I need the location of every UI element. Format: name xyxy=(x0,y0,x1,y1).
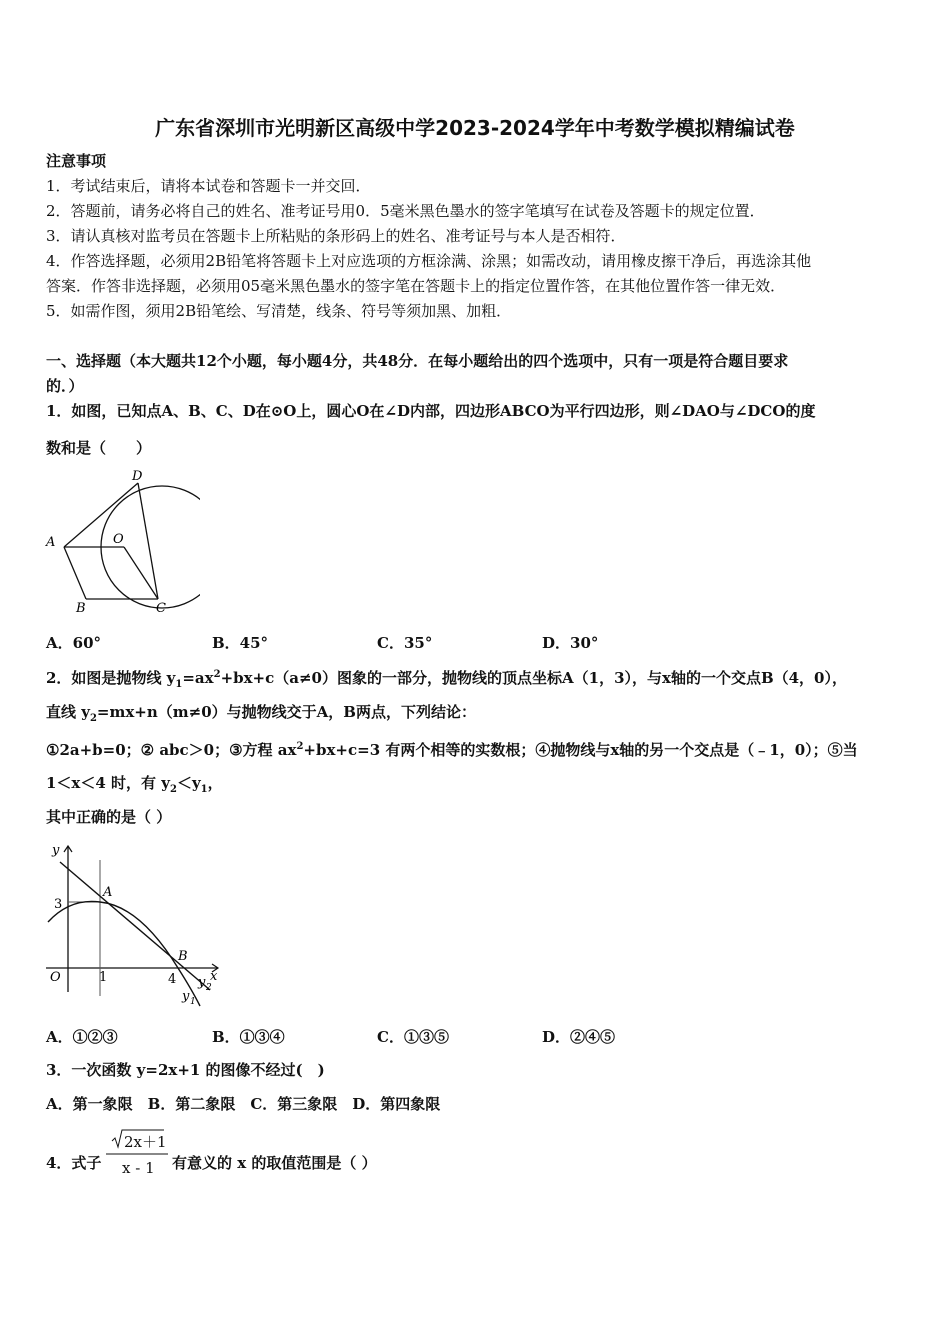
notice-item-4-cont: 答案．作答非选择题，必须用05毫米黑色墨水的签字笔在答题卡上的指定位置作答，在其他位置作答一律无效． xyxy=(46,277,786,295)
q1-circle-figure xyxy=(40,466,200,618)
label-x: x xyxy=(210,969,218,984)
label-a: A xyxy=(46,535,56,550)
q2-conclusions-cont: 1＜x＜4 时，有 $y_2<y_1$， xyxy=(46,774,223,795)
q2-option-a: A．①②③ xyxy=(46,1028,118,1046)
label-y: y xyxy=(52,843,60,858)
label-b: B xyxy=(76,601,86,616)
notice-item-3: 3．请认真核对监考员在答题卡上所粘贴的条形码上的姓名、准考证号与本人是否相符． xyxy=(46,227,626,245)
q2-question: 其中正确的是（ ） xyxy=(46,808,172,826)
q2-stem-line2: 直线 $y_2=mx+n(m\ne 0)$与抛物线交于A，B两点，下列结论： xyxy=(46,703,476,724)
line-y2 xyxy=(60,862,210,990)
fraction-numerator: 2x＋1 xyxy=(124,1133,167,1151)
label-y2-sub: 2 xyxy=(206,983,212,993)
section-heading-cont: 的．） xyxy=(46,377,84,395)
segment-dc xyxy=(138,483,158,599)
label-o: O xyxy=(113,532,124,547)
page-title: 广东省深圳市光明新区高级中学2023-2024学年中考数学模拟精编试卷 xyxy=(155,116,795,140)
notice-heading: 注意事项 xyxy=(46,152,107,170)
notice-item-5: 5．如需作图，须用2B铅笔绘、写清楚，线条、符号等须加黑、加粗． xyxy=(46,302,512,320)
q1-option-a: A．60° xyxy=(46,634,102,652)
label-4: 4 xyxy=(168,972,177,987)
label-d: D xyxy=(132,469,143,484)
section-heading: 一、选择题（本大题共12个小题，每小题4分，共48分．在每小题给出的四个选项中，只有一项是符合题目要求 xyxy=(46,352,789,370)
notice-item-4: 4．作答选择题，必须用2B铅笔将答题卡上对应选项的方框涂满、涂黑；如需改动，请用橡皮擦干净后，再选涂其他 xyxy=(46,252,812,270)
q2-option-b: B．①③④ xyxy=(212,1028,285,1046)
label-3: 3 xyxy=(54,897,63,912)
q1-option-b: B．45° xyxy=(212,634,269,652)
label-y1-sub: 1 xyxy=(190,997,196,1007)
q3-options: A．第一象限 B．第二象限 C．第三象限 D．第四象限 xyxy=(46,1095,441,1113)
q2-conclusions: ①2a+b=0；② abc＞0；③方程 $ax^2+bx+c=3$ 有两个相等的实数根；④抛物线与x轴的另一个交点是（﹣1，0）；⑤当 xyxy=(46,741,858,759)
q4-prefix: 4．式子 xyxy=(46,1154,102,1172)
q1-stem: 1．如图，已知点A、B、C、D在⊙O上，圆心O在∠D内部，四边形ABCO为平行四边形，则∠DAO与∠DCO的度 xyxy=(46,402,816,420)
q1-option-d: D．30° xyxy=(542,634,599,652)
label-a: A xyxy=(103,885,113,900)
label-1: 1 xyxy=(99,970,108,985)
notice-item-1: 1．考试结束后，请将本试卷和答题卡一并交回． xyxy=(46,177,371,195)
q4-suffix: 有意义的 x 的取值范围是（ ） xyxy=(172,1154,377,1172)
label-origin: O xyxy=(50,970,61,985)
label-b: B xyxy=(178,949,188,964)
notice-item-2: 2．答题前，请务必将自己的姓名、准考证号用0．5毫米黑色墨水的签字笔填写在试卷及答题卡的规定位置． xyxy=(46,202,765,220)
q2-option-c: C．①③⑤ xyxy=(377,1028,449,1046)
q1-option-c: C．35° xyxy=(377,634,433,652)
label-c: C xyxy=(156,601,166,616)
q4-fraction xyxy=(104,1127,170,1179)
q2-option-d: D．②④⑤ xyxy=(542,1028,616,1046)
segment-ad xyxy=(64,483,138,547)
label-y2: y xyxy=(198,975,206,990)
q2-stem: 2．如图是抛物线 $y_1=ax^2+bx+c(a\ne 0)$图象的一部分，抛物线的顶点坐标A（1，3），与x轴的一个交点B（4，0）， xyxy=(46,669,847,690)
label-y1: y xyxy=(182,989,190,1004)
fraction-denominator: x - 1 xyxy=(122,1159,155,1177)
q1-stem-cont: 数和是（ ） xyxy=(46,439,152,457)
segment-ab xyxy=(64,547,86,599)
q3-stem: 3．一次函数 y=2x+1 的图像不经过( ) xyxy=(46,1061,325,1079)
q2-parabola-figure xyxy=(40,840,225,1010)
